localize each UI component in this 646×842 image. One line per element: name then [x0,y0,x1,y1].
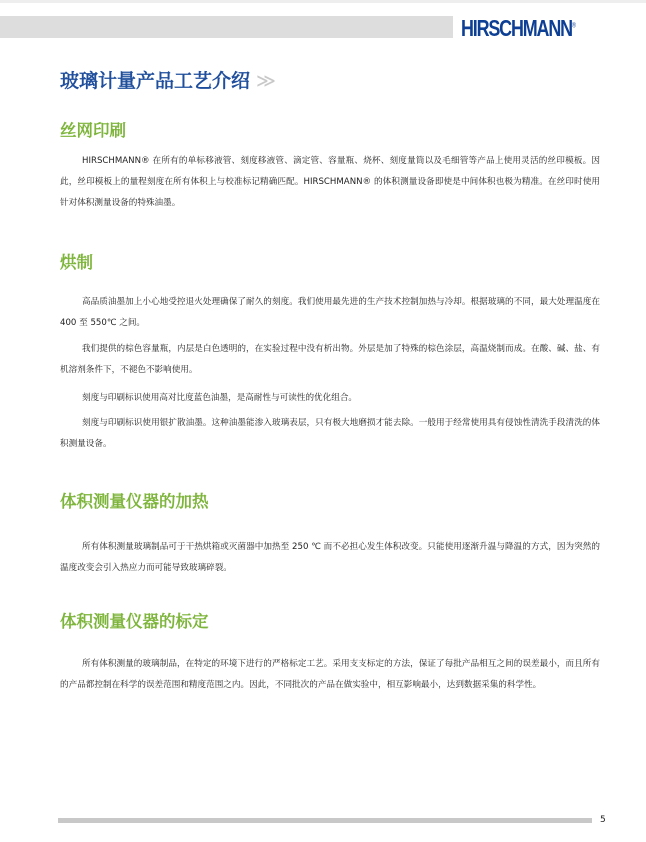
chevron-right-icon: ≫ [256,70,276,92]
page-title [60,66,276,93]
page-title-text: 玻璃计量产品工艺介绍 [60,70,251,92]
paragraph: HIRSCHMANN® 在所有的单标移液管、刻度移液管、滴定管、容量瓶、烧杯、刻度量筒以及毛细管等产品上使用灵活的丝印模板。因此，丝印模板上的量程刻度在所有体积上与校准标记精确匹配。HIRSCHMANN® 的体积测量设备即使是中间体积也极为精准。在丝印时使用针对体积测量设备的特殊油墨。 [60,156,600,208]
paragraph: 刻度与印刷标识使用银扩散油墨。这种油墨能渗入玻璃表层，只有极大地磨损才能去除。一般用于经常使用具有侵蚀性清洗手段清洗的体积测量设备。 [60,418,600,449]
paragraph: 所有体积测量玻璃制品可于干热烘箱或灭菌器中加热至 250 ℃ 而不必担心发生体积改变。只能使用逐渐升温与降温的方式，因为突然的温度改变会引入热应力而可能导致玻璃碎裂。 [60,542,600,573]
header-bar [0,16,453,38]
section-heading: 丝网印刷 [60,121,126,140]
footer-bar [58,818,592,823]
logo-registered-mark: ® [571,22,576,30]
paragraph: 刻度与印刷标识使用高对比度蓝色油墨，是高耐性与可读性的优化组合。 [82,393,358,403]
section-heading: 体积测量仪器的标定 [60,612,209,631]
page-number: 5 [600,815,606,825]
paragraph: 高品质油墨加上小心地受控退火处理确保了耐久的刻度。我们使用最先进的生产技术控制加热与冷却。根据玻璃的不同，最大处理温度在 400 至 550℃ 之间。 [60,297,600,328]
paragraph: 所有体积测量的玻璃制品，在特定的环境下进行的严格标定工艺。采用支支标定的方法，保证了每批产品相互之间的误差最小，而且所有的产品都控制在科学的误差范围和精度范围之内。因此，不同批次的产品在做实验中，相互影响最小，达到数据采集的科学性。 [60,659,600,690]
paragraph: 我们提供的棕色容量瓶，内层是白色透明的，在实验过程中没有析出物。外层是加了特殊的棕色涂层，高温烧制而成。在酸、碱、盐、有机溶剂条件下，不褪色不影响使用。 [60,344,600,375]
section-heading: 体积测量仪器的加热 [60,492,209,511]
section-heading: 烘制 [60,253,93,272]
hirschmann-logo [461,15,576,42]
logo-text: HIRSCHMANN [461,15,572,41]
top-divider [0,0,646,3]
